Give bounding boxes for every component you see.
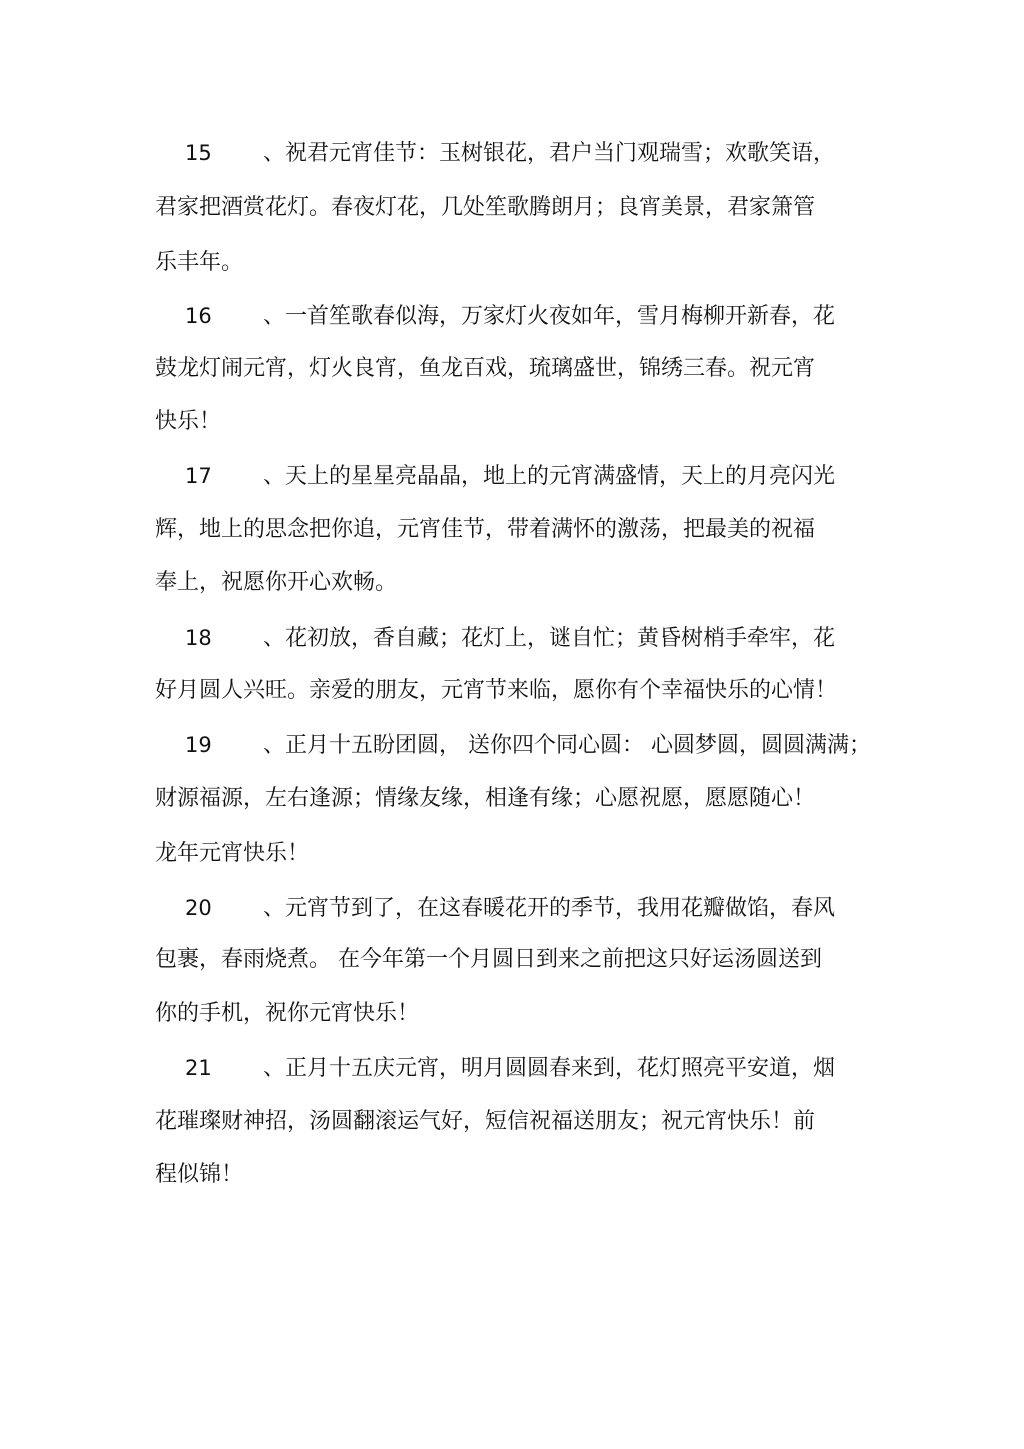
- entry-line: 辉，地上的思念把你追，元宵佳节，带着满怀的激荡，把最美的祝福: [155, 517, 816, 542]
- entry-line: 包裹，春雨烧煮。 在今年第一个月圆日到来之前把这只好运汤圆送到: [155, 947, 822, 972]
- entry-line: 好月圆人兴旺。亲爱的朋友，元宵节来临，愿你有个幸福快乐的心情！: [155, 678, 838, 703]
- entry-text: 、元宵节到了，在这春暖花开的季节，我用花瓣做馅，春风: [263, 896, 836, 921]
- entry-number: 16: [185, 304, 212, 328]
- entry-text: 、正月十五盼团圆， 送你四个同心圆： 心圆梦圆，圆圆满满；: [263, 733, 871, 758]
- entry-number: 17: [185, 464, 212, 488]
- entry-text: 、正月十五庆元宵，明月圆圆春来到，花灯照亮平安道，烟: [263, 1056, 836, 1081]
- entry-line: 你的手机，祝你元宵快乐！: [155, 1001, 420, 1026]
- entry-line: 财源福源，左右逢源；情缘友缘，相逢有缘；心愿祝愿，愿愿随心！: [155, 786, 816, 811]
- entry-line: 奉上，祝愿你开心欢畅。: [155, 570, 398, 595]
- entry-line: 乐丰年。: [155, 250, 244, 275]
- entry-text: 、一首笙歌春似海，万家灯火夜如年，雪月梅柳开新春，花: [263, 304, 836, 329]
- entry-line: 花璀璨财神招，汤圆翻滚运气好，短信祝福送朋友；祝元宵快乐！前: [155, 1109, 816, 1134]
- entry-number: 21: [185, 1056, 212, 1080]
- entry-line: 龙年元宵快乐！: [155, 841, 310, 866]
- entry-first-line: [155, 462, 835, 490]
- entry-first-line: [155, 302, 835, 330]
- entry-first-line: [155, 731, 871, 759]
- entry-first-line: [155, 139, 835, 167]
- entry-text: 、天上的星星亮晶晶，地上的元宵满盛情，天上的月亮闪光: [263, 464, 836, 489]
- entry-first-line: [155, 624, 835, 652]
- entry-number: 15: [185, 141, 212, 165]
- entry-number: 19: [185, 733, 212, 757]
- entry-line: 君家把酒赏花灯。春夜灯花，几处笙歌腾朗月；良宵美景，君家箫管: [155, 195, 816, 220]
- entry-number: 20: [185, 896, 212, 920]
- entry-number: 18: [185, 626, 212, 650]
- entry-first-line: [155, 894, 835, 922]
- entry-text: 、花初放，香自藏；花灯上，谜自忙；黄昏树梢手牵牢，花: [263, 626, 836, 651]
- entry-text: 、祝君元宵佳节：玉树银花，君户当门观瑞雪；欢歌笑语，: [263, 141, 836, 166]
- entry-line: 快乐！: [155, 409, 222, 434]
- entry-first-line: [155, 1054, 835, 1082]
- entry-line: 鼓龙灯闹元宵，灯火良宵，鱼龙百戏，琉璃盛世，锦绣三春。祝元宵: [155, 356, 816, 381]
- entry-line: 程似锦！: [155, 1162, 244, 1187]
